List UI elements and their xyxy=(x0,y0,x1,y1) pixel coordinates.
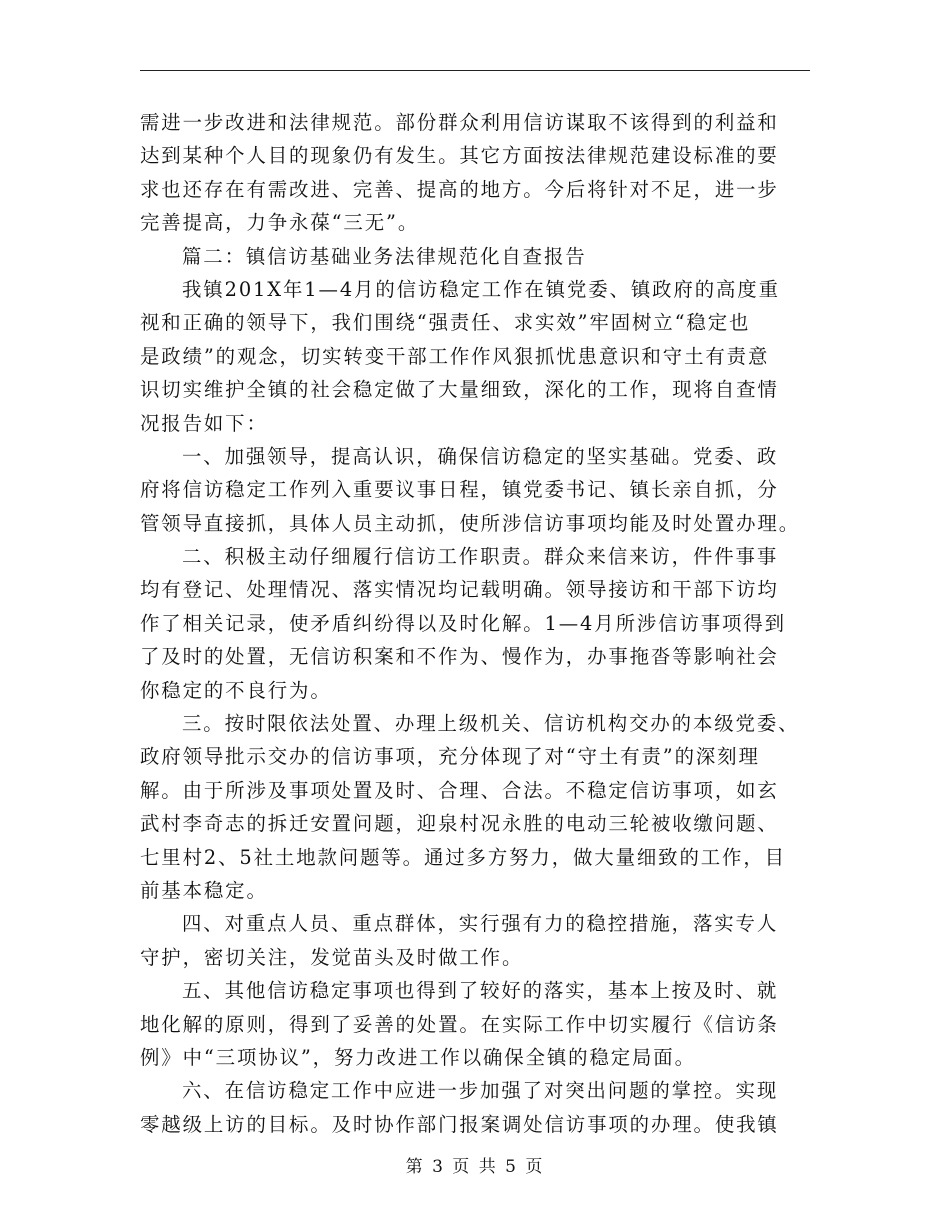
paragraph-start: 三。按时限依法处置、办理上级机关、信访机构交办的本级党委、 xyxy=(182,712,800,736)
text-line: 解。由于所涉及事项处置及时、合理、合法。不稳定信访事项，如玄 xyxy=(140,778,779,802)
text-line: 七里村2、5社土地款问题等。通过多方努力，做大量细致的工作，目 xyxy=(140,845,786,869)
text-line: 前基本稳定。 xyxy=(140,878,268,902)
text-line: 府将信访稳定工作列入重要议事日程，镇党委书记、镇长亲自抓，分 xyxy=(140,478,779,502)
paragraph-start: 一、加强领导，提高认识，确保信访稳定的坚实基础。党委、政 xyxy=(182,444,779,468)
text-line: 管领导直接抓，具体人员主动抓，使所涉信访事项均能及时处置办理。 xyxy=(140,511,801,535)
section-heading: 篇二：镇信访基础业务法律规范化自查报告 xyxy=(182,244,587,268)
text-line: 视和正确的领导下，我们围绕“强责任、求实效”牢固树立“稳定也 xyxy=(140,311,751,335)
text-line: 地化解的原则，得到了妥善的处置。在实际工作中切实履行《信访条 xyxy=(140,1012,779,1036)
text-line: 例》中“三项协议”，努力改进工作以确保全镇的稳定局面。 xyxy=(140,1045,696,1069)
text-line: 是政绩”的观念，切实转变干部工作作风狠抓忧患意识和守土有责意 xyxy=(140,344,770,368)
text-line: 政府领导批示交办的信访事项，充分体现了对“守土有责”的深刻理 xyxy=(140,745,760,769)
text-line: 作了相关记录，使矛盾纠纷得以及时化解。1—4月所涉信访事项得到 xyxy=(140,611,786,635)
paragraph-start: 四、对重点人员、重点群体，实行强有力的稳控措施，落实专人 xyxy=(182,912,779,936)
text-line: 守护，密切关注，发觉苗头及时做工作。 xyxy=(140,945,524,969)
text-line: 需进一步改进和法律规范。部份群众利用信访谋取不该得到的利益和 xyxy=(140,111,779,134)
paragraph-start: 五、其他信访稳定事项也得到了较好的落实，基本上按及时、就 xyxy=(182,979,779,1003)
text-line: 武村李奇志的拆迁安置问题，迎泉村况永胜的电动三轮被收缴问题、 xyxy=(140,812,779,836)
text-line: 求也还存在有需改进、完善、提高的地方。今后将针对不足，进一步 xyxy=(140,177,779,201)
header-rule xyxy=(140,70,810,71)
text-line: 零越级上访的目标。及时协作部门报案调处信访事项的办理。使我镇 xyxy=(140,1112,779,1136)
text-line: 你稳定的不良行为。 xyxy=(140,678,332,702)
page-number-footer: 第 3 页 共 5 页 xyxy=(405,1157,545,1177)
text-line: 况报告如下： xyxy=(140,411,268,435)
document-body xyxy=(140,106,810,1141)
paragraph-start: 六、在信访稳定工作中应进一步加强了对突出问题的掌控。实现 xyxy=(182,1079,779,1103)
text-line: 识切实维护全镇的社会稳定做了大量细致，深化的工作，现将自查情 xyxy=(140,378,779,402)
text-line: 了及时的处置，无信访积案和不作为、慢作为，办事拖沓等影响社会 xyxy=(140,645,779,669)
text-line: 达到某种个人目的现象仍有发生。其它方面按法律规范建设标准的要 xyxy=(140,144,779,168)
text-line: 完善提高，力争永葆“三无”。 xyxy=(140,211,420,235)
paragraph-start: 二、积极主动仔细履行信访工作职责。群众来信来访，件件事事 xyxy=(182,545,779,569)
text-line: 均有登记、处理情况、落实情况均记载明确。领导接访和干部下访均 xyxy=(140,578,779,602)
paragraph-start: 我镇201X年1—4月的信访稳定工作在镇党委、镇政府的高度重 xyxy=(182,277,780,301)
